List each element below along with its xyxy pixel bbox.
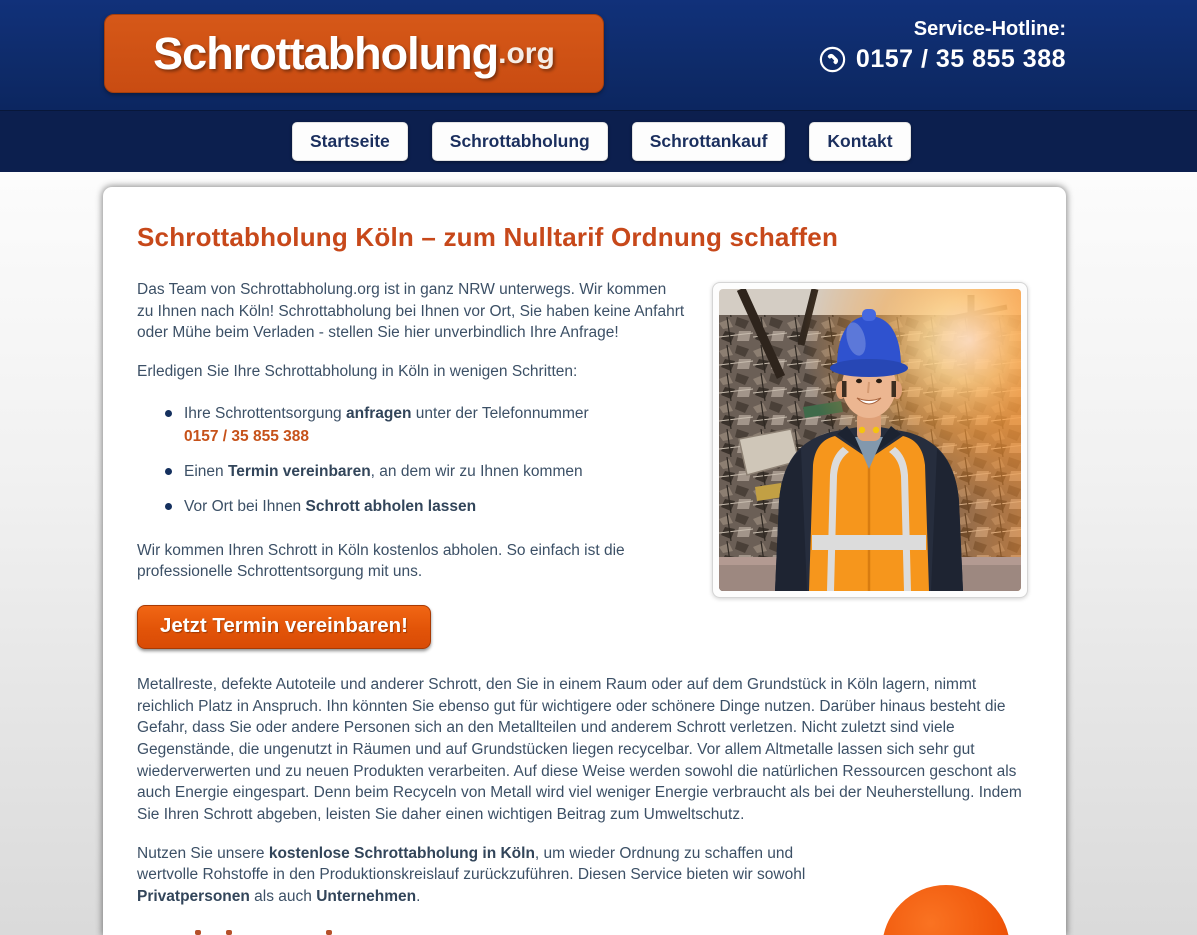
- page-background: [0, 172, 1197, 935]
- appointment-cta-button[interactable]: Jetzt Termin vereinbaren!: [137, 605, 431, 649]
- logo-text: Schrottabholung: [153, 28, 499, 79]
- step-item-abholen: Vor Ort bei Ihnen Schrott abholen lassen: [163, 496, 1028, 518]
- cutoff-next-heading-top: [195, 930, 455, 935]
- step-item-anfragen: Ihre Schrottentsorgung anfragen unter der Telefonnummer 0157 / 35 855 388: [163, 403, 1028, 448]
- site-logo[interactable]: [104, 14, 604, 93]
- summary-paragraph: Wir kommen Ihren Schrott in Köln kostenlos abholen. So einfach ist die professionelle Schrottentsorgung mit uns.: [137, 541, 625, 581]
- nav-item-startseite[interactable]: Startseite: [292, 122, 408, 161]
- page-title: Schrottabholung Köln – zum Nulltarif Ordnung schaffen: [137, 222, 839, 252]
- body-paragraph: Metallreste, defekte Autoteile und anderer Schrott, den Sie in einem Raum oder auf dem Grundstück in Köln lagern, nimmt reichlich Platz in Anspruch. Ihn könnten Sie ebenso gut für wichtigere oder schönere Dinge nutzen. Darüber hinaus besteht die Gefahr, dass Sie oder andere Personen sich an den Metallteilen und anderem Schrott verletzen. Nicht zuletzt sind viele Gegenstände, die ungenutzt in Räumen und auf Grundstücken liegen recycelbar. Vor allem Altmetalle lassen sich sehr gut wiederverwerten und zu neuen Produkten verarbeiten. Auf diese Weise werden sowohl die natürlichen Ressourcen geschont als auch Energie eingespart. Denn beim Recyceln von Metall wird viel weniger Energie verbraucht als bei der Neuherstellung. Indem Sie Ihren Schrott abgeben, leisten Sie daher einen wichtigen Beitrag zum Umweltschutz.: [137, 675, 1022, 823]
- step-phone-number[interactable]: 0157 / 35 855 388: [184, 428, 309, 446]
- nav-item-schrottabholung[interactable]: Schrottabholung: [432, 122, 608, 161]
- main-navigation: [0, 110, 1197, 172]
- nav-item-kontakt[interactable]: Kontakt: [809, 122, 910, 161]
- header: [0, 0, 1197, 110]
- hotline-number[interactable]: 0157 / 35 855 388: [855, 45, 1066, 73]
- content-card: [103, 187, 1066, 935]
- service-hotline: [819, 18, 1066, 74]
- logo-suffix: .org: [498, 36, 555, 70]
- closing-paragraph: Nutzen Sie unsere kostenlose Schrottabholung in Köln, um wieder Ordnung zu schaffen und wertvolle Rohstoffe in den Produktionskreislauf zurückzuführen. Diesen Service bieten wir sowohl Privatpersonen als auch Unternehmen.: [137, 844, 806, 906]
- steps-intro: Erledigen Sie Ihre Schrottabholung in Köln in wenigen Schritten:: [137, 363, 578, 381]
- intro-paragraph: Das Team von Schrottabholung.org ist in ganz NRW unterwegs. Wir kommen zu Ihnen nach Köln! Schrottabholung bei Ihnen vor Ort, Sie haben keine Anfahrt oder Mühe beim Verladen - stellen Sie hier unverbindlich Ihre Anfrage!: [137, 281, 685, 342]
- step-item-termin: Einen Termin vereinbaren, an dem wir zu Ihnen kommen: [163, 461, 1028, 483]
- nav-item-schrottankauf[interactable]: Schrottankauf: [632, 122, 786, 161]
- hotline-label: Service-Hotline:: [913, 18, 1066, 40]
- phone-icon: [819, 46, 846, 73]
